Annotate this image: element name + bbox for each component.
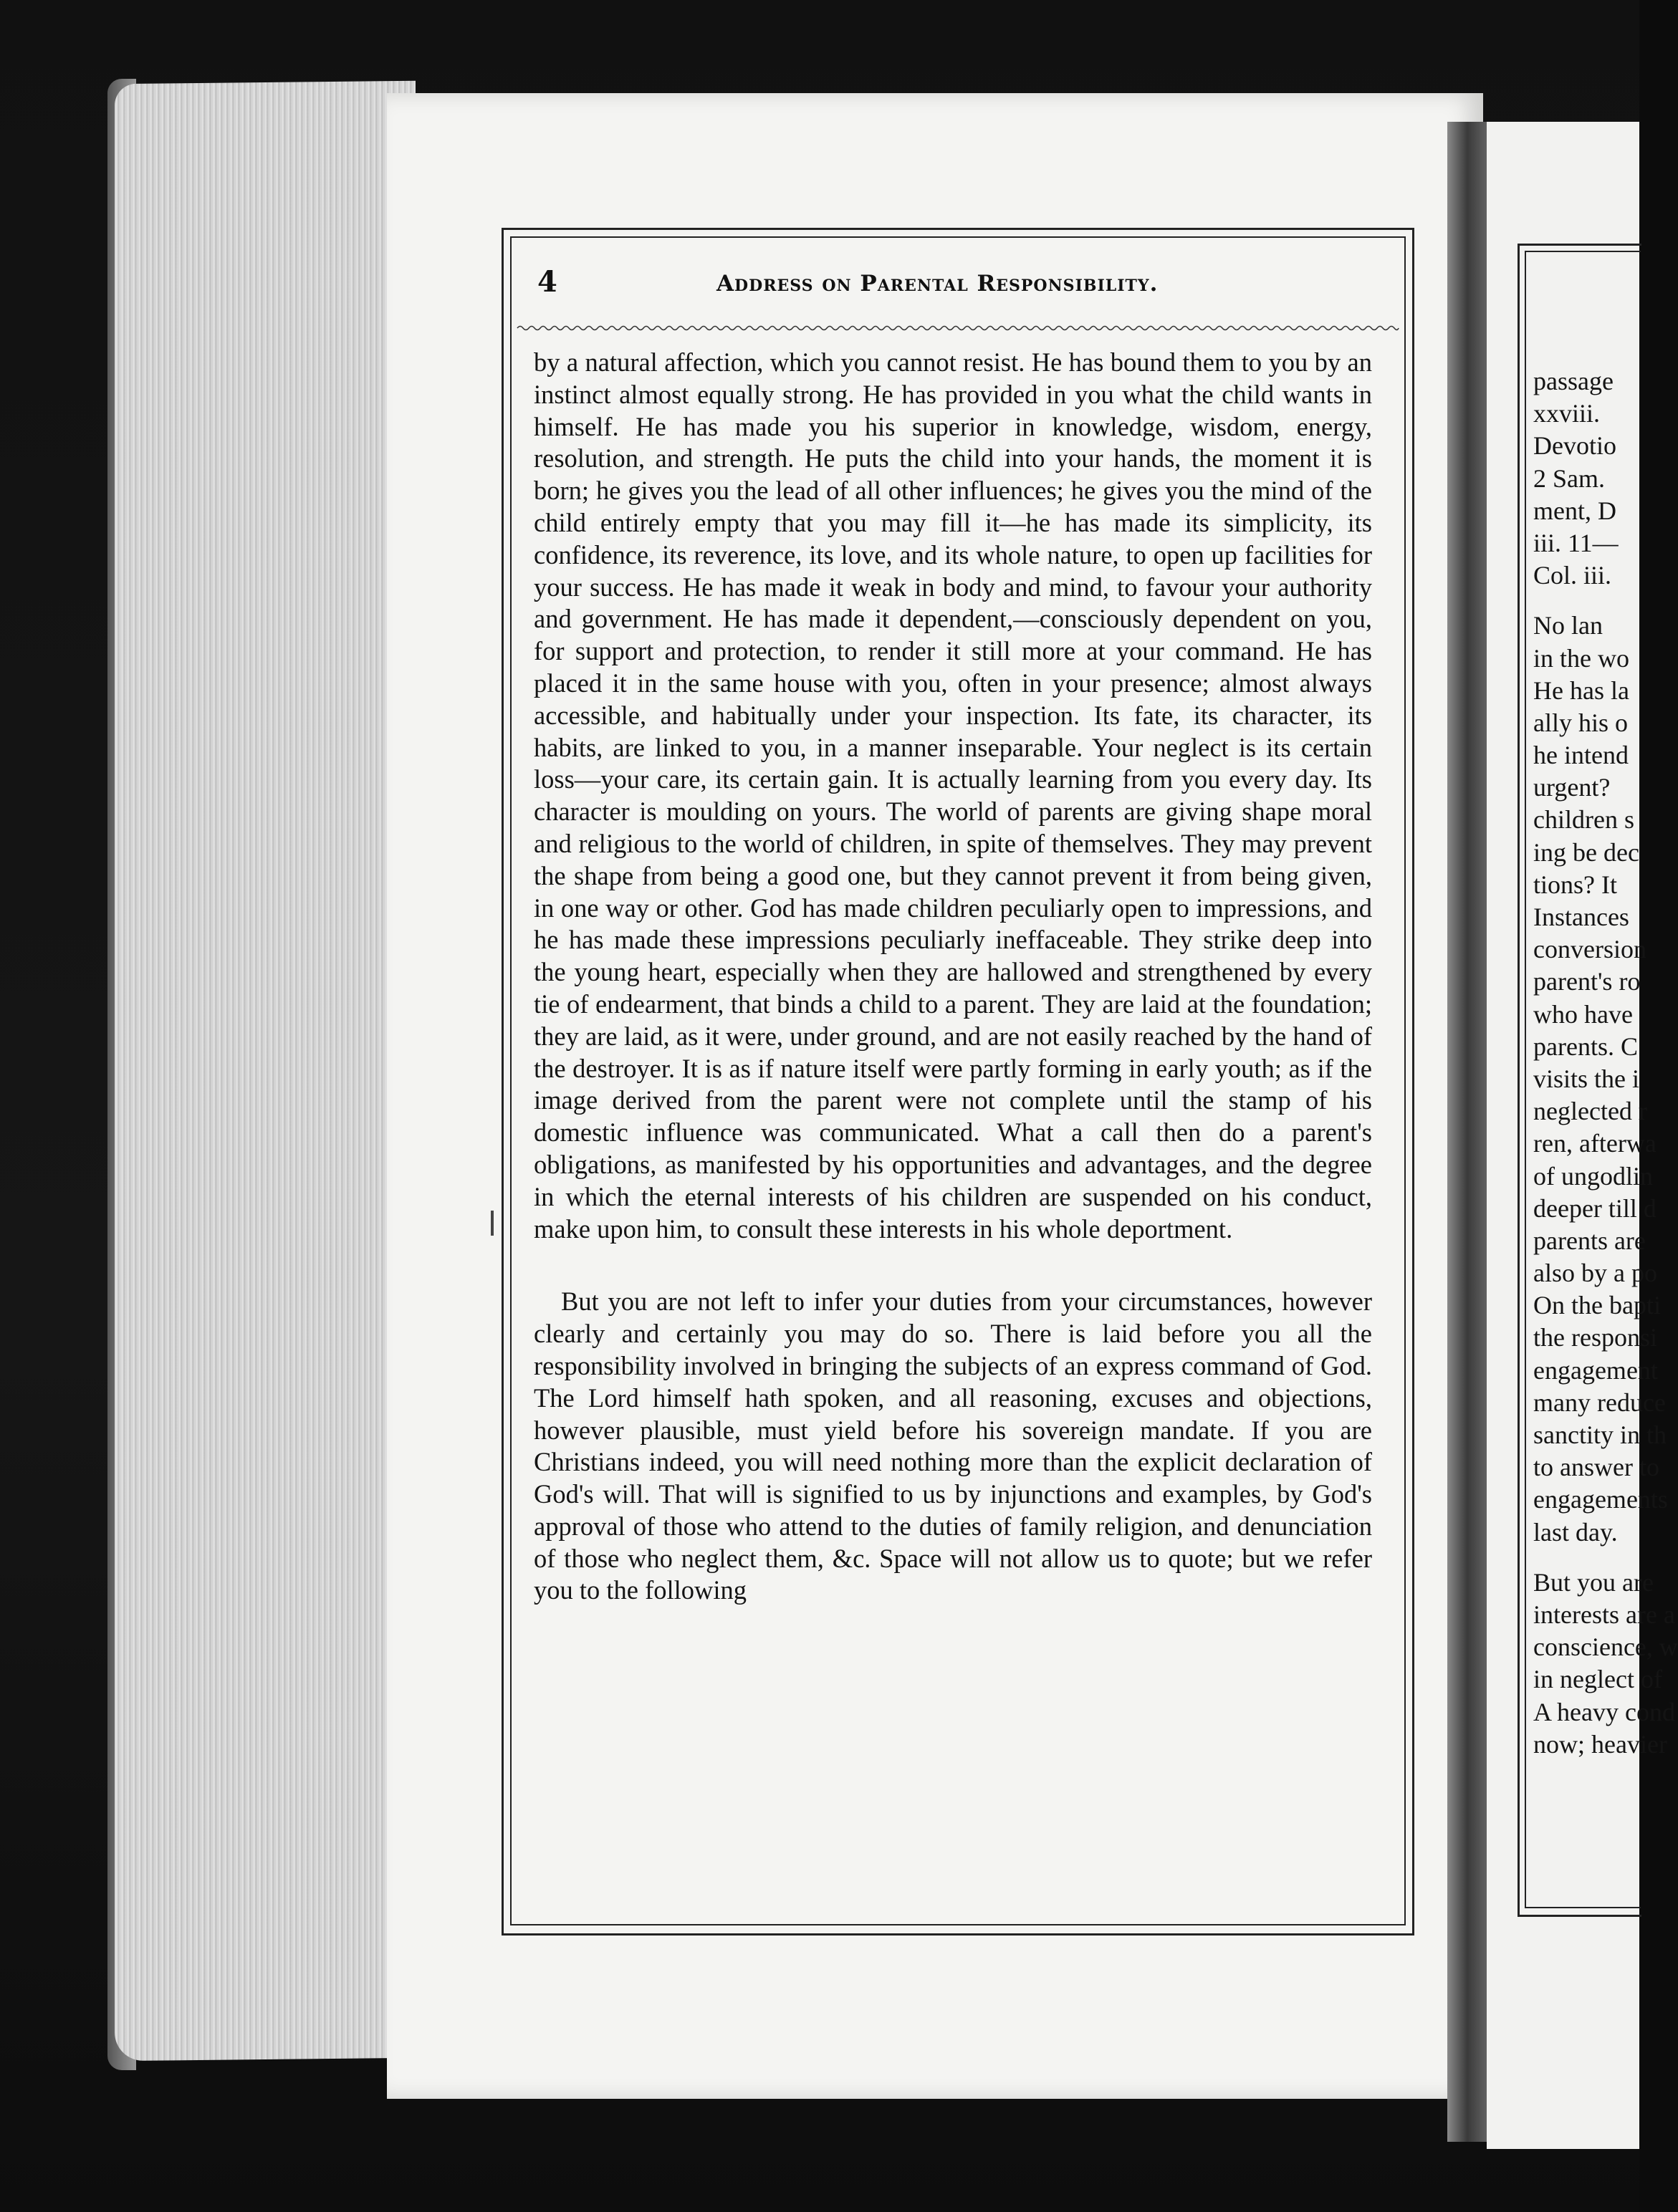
right-page-line: A heavy cond <box>1533 1697 1675 1726</box>
right-page-line: Devotio <box>1533 431 1616 461</box>
right-page-line: passage <box>1533 367 1614 395</box>
right-page-line: ren, afterwa <box>1533 1129 1657 1158</box>
paragraph-1: by a natural affection, which you cannot resist. He has bound them to you by an instinct almost equally strong. He has provided in you what the child wants in himself. He has made you his superior in knowledge, wisdom, energy, resolution, and strength. He puts the child into your hands, the moment it is born; he gives you the lead of all other influences; he gives you the mind of the child entirely empty that you may fill it—he has made its simplicity, its confidence, its reverence, its love, and its whole nature, to open up facilities for your success. He has made it weak in body and mind, to favour your authority and government. He has made it dependent,—consciously dependent on you, for support and protection, to render it still more at your command. He has placed it in the same house with you, often in your presence; almost always accessible, and habitually under your inspection. Its fate, its character, its habits, are linked to you, in a manner inseparable. Your neglect is its certain loss—your care, its certain gain. It is actually learning from you every day. Its character is moulding on yours. The world of parents are giving shape moral and religious to the world of children, in spite of themselves. They may prevent the shape from being a good one, but they cannot prevent it from being given, in one way or other. God has made children peculiarly open to impressions, and he has made these impressions peculiarly ineffaceable. They strike deep into the young heart, especially when they are hallowed and strengthened by every tie of endearment, that binds a child to a parent. They are laid at the foundation; they are laid, as it were, under ground, and are not easily reached by the hand of the destroyer. It is as if nature itself were partly forming in early youth; as if the image derived from the parent were not complete until the stamp of his domestic influence was communicated. What a call then do a parent's obligations, as manifested by his opportunities and advantages, and the degree in which the eternal interests of his children are suspended on his conduct, make upon him, to consult these interests in his whole deportment. <box>534 347 1372 1244</box>
right-page-line: in neglect of <box>1533 1665 1662 1694</box>
page-number: 4 <box>537 265 557 299</box>
right-page-line: sanctity in th <box>1533 1420 1667 1449</box>
page-header <box>530 265 1383 301</box>
paragraph-2: But you are not left to infer your duties from your circumstances, however clearly and certainly you may do so. There is laid before you all the responsibility involved in bringing the subjects of an express command of God. The Lord himself hath spoken, and all reasoning, excuses and objections, however plausible, must yield before his sovereign mandate. If you are Christians indeed, you will need nothing more than the explicit declaration of God's will. That will is signified to us by injunctions and examples, by God's approval of those who attend to the duties of family religion, and denunciation of those who neglect them, &c. Space will not allow us to quote; but we refer you to the following <box>534 1287 1372 1605</box>
right-page-line: 2 Sam. <box>1533 463 1606 493</box>
right-page-line: who have <box>1533 999 1633 1029</box>
margin-mark <box>491 1211 494 1236</box>
right-page-line: On the bapti <box>1533 1291 1661 1320</box>
body-text <box>534 347 1372 1607</box>
right-page-line: parents. C <box>1533 1032 1638 1061</box>
right-page-line: urgent? <box>1533 773 1611 802</box>
right-page-line: xxviii. <box>1533 399 1601 428</box>
right-page-line: also by a po <box>1533 1259 1657 1288</box>
right-page-line: the responsi <box>1533 1323 1657 1352</box>
right-page-line: engagements <box>1533 1485 1668 1514</box>
right-page-line: Instances <box>1533 903 1629 931</box>
right-page-text <box>1533 365 1678 1761</box>
right-page-line: Col. iii. <box>1533 561 1612 590</box>
right-page-line: deeper till d <box>1533 1193 1657 1223</box>
right-page-line: No lan <box>1533 611 1603 640</box>
right-page-line: now; heavier <box>1533 1729 1667 1759</box>
right-page-line: last day. <box>1533 1517 1618 1547</box>
right-page-line: visits the i <box>1533 1064 1640 1093</box>
right-page-line: interests are a <box>1533 1600 1675 1629</box>
right-page-line: He has la <box>1533 675 1629 705</box>
right-page-line: engagement <box>1533 1355 1658 1385</box>
right-page-line: neglected r <box>1533 1097 1647 1126</box>
right-page-line: conscience, w <box>1533 1632 1678 1662</box>
right-page-block-3 <box>1533 1567 1678 1761</box>
page-edges <box>115 81 416 2061</box>
right-page-line: many reduce <box>1533 1388 1666 1417</box>
right-page-line: to answer to <box>1533 1453 1659 1482</box>
right-page-line: of ungodlin <box>1533 1161 1653 1191</box>
right-page-line: parents are <box>1533 1226 1646 1255</box>
right-page-line: ing be dec <box>1533 837 1639 867</box>
right-page-line: ment, D <box>1533 496 1616 525</box>
right-page-line: conversion <box>1533 935 1646 964</box>
right-page-line: But you are <box>1533 1567 1654 1597</box>
right-page-line: iii. 11— <box>1533 528 1619 557</box>
right-page-line: he intend <box>1533 741 1629 770</box>
running-head: Address on Parental Responsibility. <box>716 271 1159 297</box>
right-page-line: parent's ro <box>1533 967 1641 996</box>
wavy-rule <box>517 324 1399 332</box>
right-page-line: children s <box>1533 805 1634 835</box>
right-page-line: in the wo <box>1533 643 1629 673</box>
right-page-block-2 <box>1533 610 1668 1548</box>
right-page-line: tions? It <box>1533 870 1617 899</box>
right-page-line: ally his o <box>1533 708 1628 737</box>
right-page-block-1 <box>1533 365 1639 592</box>
